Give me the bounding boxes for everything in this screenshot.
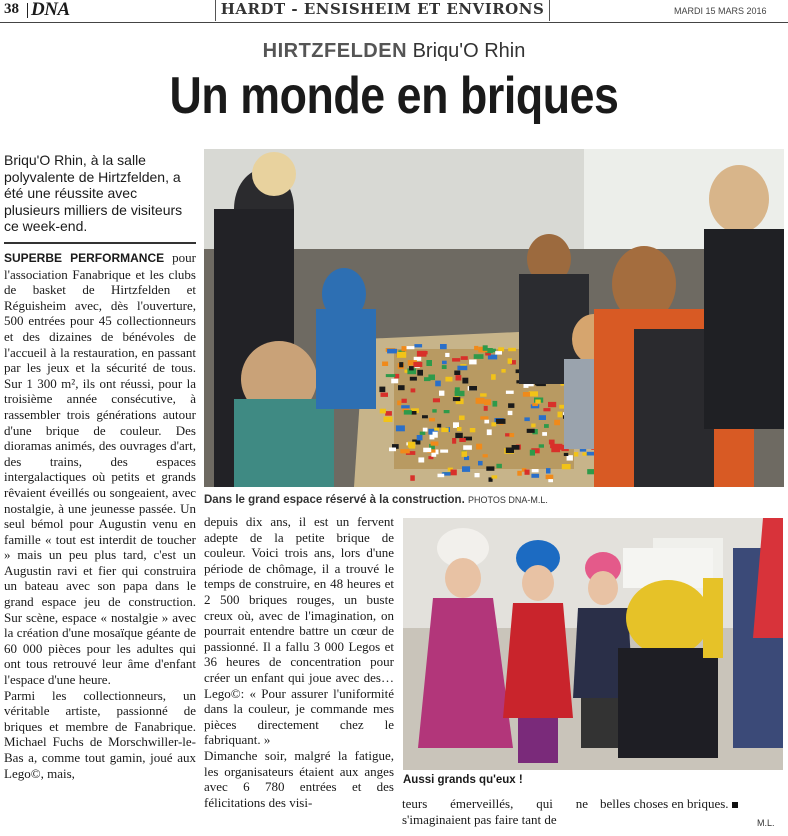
article-column-2 (204, 514, 394, 810)
photo-caption-1 (204, 494, 548, 506)
photo-caption-1-text: Dans le grand espace réservé à la construction. (204, 494, 465, 506)
children-photo-art (403, 518, 783, 770)
kicker-place: HIRTZFELDEN (262, 40, 408, 62)
column-2-text-b: Dimanche soir, malgré la fatigue, les organisateurs étaient aux anges avec 6 780 entrées et des félicitations des visi- (204, 747, 394, 810)
article-column-4 (600, 796, 780, 812)
column-4-text: belles choses en briques. (600, 796, 729, 811)
newspaper-logo: DNA (31, 0, 70, 20)
kicker-event: Briqu'O Rhin (412, 40, 526, 62)
photo-children-lego (403, 518, 783, 770)
kicker (0, 40, 788, 63)
end-mark-icon (732, 802, 738, 808)
article-column-1 (4, 250, 196, 781)
column-2-text: depuis dix ans, il est un fervent adepte de la petite brique de couleur. Voici trois ans, lors d'une période de chômage, il a trouvé le temps de construire, en 48 heures et 2 500 briques rouges, un buste creux où, avec de l'imagination, on pourrait entendre battre un cœur de passionné. Il a fallu 3 000 Legos et 36 heures de concentration pour créer un enfant qui joue avec des… Lego©: « Pour assurer l'uniformité dans la couleur, je commande mes pièces directement chez le fabriquant. » (204, 514, 394, 748)
issue-date: MARDI 15 MARS 2016 (674, 6, 767, 16)
photo-construction (204, 149, 784, 487)
column-1-text: pour l'association Fanabrique et les clubs de basket de Hirtzfelden et Réguisheim avec, dès l'ouverture, 500 entrées pour 45 collectionneurs et des dizaines de bénévoles de l'accueil à la restauration, en passant par les jeux et la sécurité de tous. Sur 1 300 m², ils ont réussi, pour la troisième année consécutive, à rassembler trois générations autour d'une brique de couleur. Des dioramas animés, des ouvrages d'art, des trains, des espaces intergalactiques où petits et grands rêvaient éveillés ou songeaient, avec nostalgie, à une jeunesse passée. Un seul bémol pour Augustin venu en famille « tout est interdit de toucher » mais un peu plus tard, c'est un Augustin ravi et fier qui construira un bateau avec son papa dans le grand espace jeu de construction. Sur scène, espace « nostalgie » avec la création d'une mosaïque géante de 60 000 pièces pour les adultes qui ont tous retrouvé leur âme d'enfant l'espace d'une heure. (4, 250, 196, 688)
photo-credit: PHOTOS DNA-M.L. (467, 495, 548, 505)
photo-caption-2: Aussi grands qu'eux ! (403, 774, 523, 786)
lead-rule (4, 242, 196, 244)
column-1-text-b: Parmi les collectionneurs, un véritable artiste, passionné de briques et membre de Fanabrique. Michael Fuchs de Morschwiller-le-Bas a, comme tout gamin, joué aux Lego©, mais, (4, 687, 196, 781)
section-title: HARDT - ENSISHEIM ET ENVIRONS (215, 0, 550, 21)
article-column-3: teurs émerveillés, qui ne s'imaginaient pas faire tant de (402, 796, 588, 827)
author-signature: M.L. (757, 818, 775, 828)
header-divider (27, 3, 28, 18)
construction-photo-art (204, 149, 784, 487)
page-number: 38 (4, 1, 19, 17)
headline: Un monde en briques (169, 67, 619, 125)
lead-paragraph: Briqu'O Rhin, à la salle polyvalente de Hirtzfelden, a été une réussite avec plusieurs milliers de visiteurs ce week-end. (4, 152, 183, 234)
lead-in: SUPERBE PERFORMANCE (4, 251, 165, 265)
